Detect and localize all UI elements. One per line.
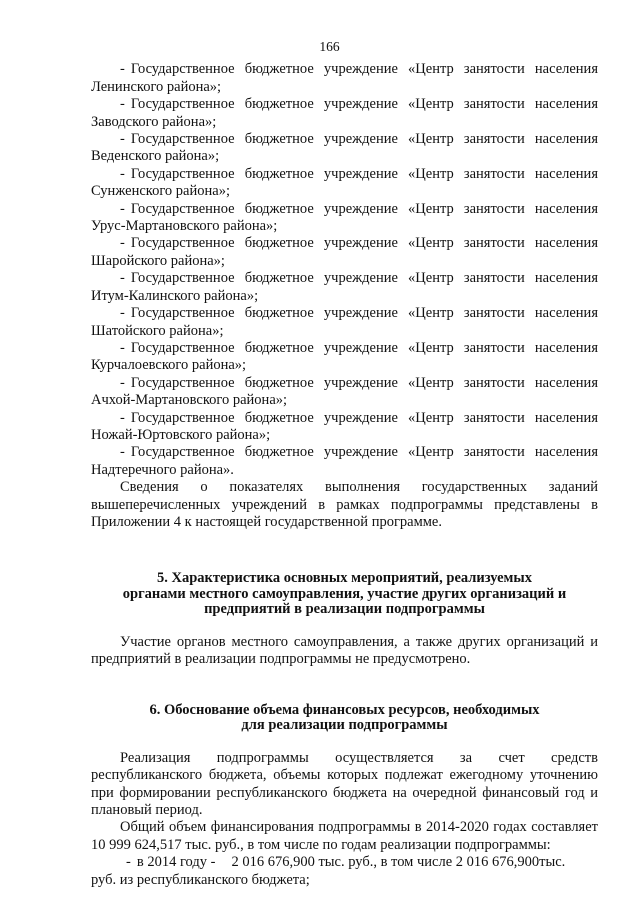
- list-dash: -: [120, 374, 125, 391]
- list-item-line1: Государственное бюджетное учреждение «Центр занятости населения: [130, 235, 598, 252]
- section-5-heading-line: предприятий в реализации подпрограммы: [204, 601, 485, 618]
- section-5-heading: [91, 571, 598, 618]
- list-item-line1: Государственное бюджетное учреждение «Центр занятости населения: [130, 270, 598, 287]
- page-number: 166: [319, 39, 340, 54]
- list-dash: -: [120, 409, 125, 426]
- list-dash: -: [120, 165, 125, 182]
- list-item-line1: Государственное бюджетное учреждение «Центр занятости населения: [130, 374, 598, 391]
- list-dash: -: [120, 96, 125, 113]
- list-item: [91, 131, 598, 166]
- list-item: [91, 305, 598, 340]
- section-5-text: Участие органов местного самоуправления, а также других организаций и предприятий в реализации подпрограммы не предусмотрено.: [91, 633, 598, 668]
- list-item-line2: Шатойского района»;: [91, 322, 224, 339]
- list-item-line2: Ножай-Юртовского района»;: [91, 426, 271, 443]
- list-item-line2: Ленинского района»;: [91, 78, 222, 95]
- list-item-line1: Государственное бюджетное учреждение «Центр занятости населения: [130, 165, 598, 182]
- financing-2014-continuation: руб. из республиканского бюджета;: [91, 871, 310, 888]
- list-item-line1: Государственное бюджетное учреждение «Центр занятости населения: [130, 339, 598, 356]
- list-item: [91, 235, 598, 270]
- list-item-line2: Урус-Мартановского района»;: [91, 218, 278, 235]
- list-item-line2: Заводского района»;: [91, 113, 217, 130]
- list-dash: -: [120, 444, 125, 461]
- list-item-line2: Итум-Калинского района»;: [91, 287, 259, 304]
- section-6-heading: [91, 703, 598, 734]
- info-paragraph: Сведения о показателях выполнения государственных заданий вышеперечисленных учреждений в рамках подпрограммы представлены в Приложении 4 к настоящей государственной программе.: [91, 479, 598, 530]
- list-item-line2: Ачхой-Мартановского района»;: [91, 392, 288, 409]
- list-item: [91, 340, 598, 375]
- list-item-line2: Шаройского района»;: [91, 252, 225, 269]
- list-item: [91, 410, 598, 445]
- list-item: [91, 444, 598, 479]
- list-item-line1: Государственное бюджетное учреждение «Центр занятости населения: [130, 200, 598, 217]
- list-item-line2: Веденского района»;: [91, 148, 220, 165]
- list-item: [91, 270, 598, 305]
- list-dash: -: [120, 305, 125, 322]
- financing-2014-line: [91, 854, 598, 871]
- section-5-heading-line: 5. Характеристика основных мероприятий, реализуемых: [156, 570, 532, 587]
- list-dash: -: [120, 270, 125, 287]
- list-item-line1: Государственное бюджетное учреждение «Центр занятости населения: [130, 409, 598, 426]
- section-6-heading-line: для реализации подпрограммы: [241, 717, 448, 734]
- section-5-heading-line: органами местного самоуправления, участие других организаций и: [122, 585, 567, 602]
- section-6-heading-line: 6. Обоснование объема финансовых ресурсов, необходимых: [149, 701, 540, 718]
- list-dash: -: [120, 61, 125, 78]
- list-item-line2: Сунженского района»;: [91, 183, 230, 200]
- list-item-line2: Надтеречного района».: [91, 461, 234, 478]
- list-item: [91, 61, 598, 96]
- list-item: [91, 166, 598, 201]
- list-item-line1: Государственное бюджетное учреждение «Центр занятости населения: [130, 131, 598, 148]
- list-dash: -: [120, 200, 125, 217]
- section-6-paragraph-1: Реализация подпрограммы осуществляется за счет средств республиканского бюджета, объемы которых подлежат ежегодному уточнению при формировании республиканского бюджета на очередной финансовый год и плановый период.: [91, 749, 598, 818]
- financing-year-label: в 2014 году -: [136, 854, 216, 871]
- list-dash: -: [120, 235, 125, 252]
- list-dash: -: [120, 131, 125, 148]
- institution-list: [91, 61, 598, 479]
- section-6-paragraph-2: Общий объем финансирования подпрограммы в 2014-2020 годах составляет 10 999 624,517 тыс. руб., в том числе по годам реализации подпрограммы:: [91, 819, 598, 853]
- list-item: [91, 201, 598, 236]
- list-item-line1: Государственное бюджетное учреждение «Центр занятости населения: [130, 96, 598, 113]
- list-item: [91, 375, 598, 410]
- list-item-line1: Государственное бюджетное учреждение «Центр занятости населения: [130, 61, 598, 78]
- financing-year-text: 2 016 676,900 тыс. руб., в том числе 2 016 676,900тыс.: [231, 854, 566, 871]
- list-dash: -: [126, 854, 131, 871]
- list-item-line2: Курчалоевского района»;: [91, 357, 247, 374]
- list-item-line1: Государственное бюджетное учреждение «Центр занятости населения: [130, 444, 598, 461]
- list-item-line1: Государственное бюджетное учреждение «Центр занятости населения: [130, 305, 598, 322]
- list-dash: -: [120, 339, 125, 356]
- list-item: [91, 96, 598, 131]
